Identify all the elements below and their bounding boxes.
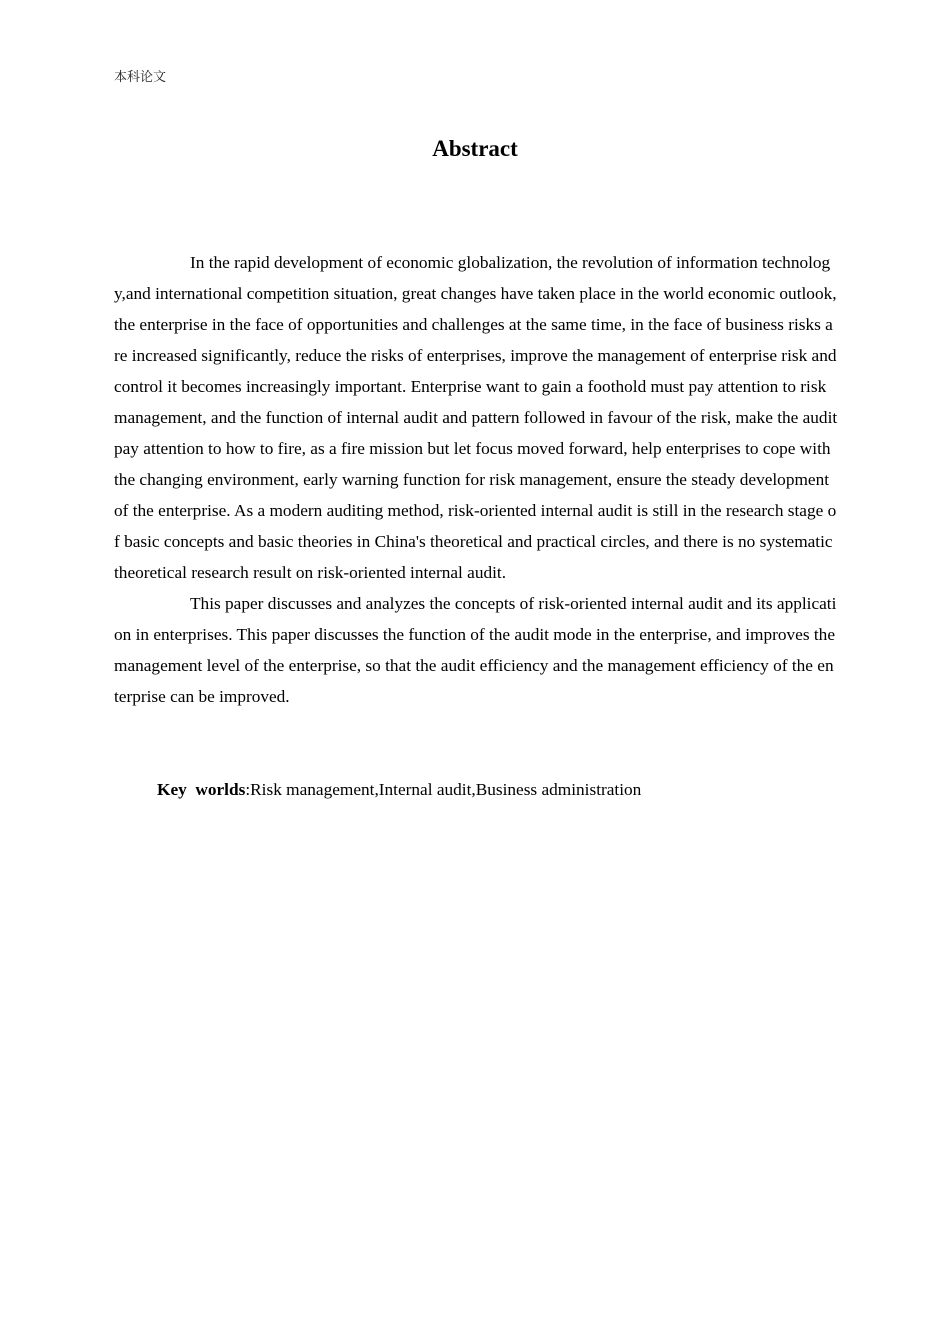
abstract-title: Abstract: [432, 136, 518, 161]
keywords-line: [157, 774, 641, 805]
abstract-paragraph-1: In the rapid development of economic globalization, the revolution of information technology,and international competition situation, great changes have taken place in the world economic outlook, the enterprise in the face of opportunities and challenges at the same time, in the face of business risks are increased significantly, reduce the risks of enterprises, improve the management of enterprise risk and control it becomes increasingly important. Enterprise want to gain a foothold must pay attention to risk management, and the function of internal audit and pattern followed in favour of the risk, make the audit pay attention to how to fire, as a fire mission but let focus moved forward, help enterprises to cope with the changing environment, early warning function for risk management, ensure the steady development of the enterprise. As a modern auditing method, risk-oriented internal audit is still in the research stage of basic concepts and basic theories in China's theoretical and practical circles, and there is no systematic theoretical research result on risk-oriented internal audit.: [114, 253, 838, 582]
keywords-label: Key worlds: [157, 780, 246, 799]
keywords-value: Risk management,Internal audit,Business administration: [250, 780, 642, 799]
abstract-body: [114, 247, 838, 712]
abstract-paragraph-2: This paper discusses and analyzes the concepts of risk-oriented internal audit and its application in enterprises. This paper discusses the function of the audit mode in the enterprise, and improves the management level of the enterprise, so that the audit efficiency and the management efficiency of the enterprise can be improved.: [114, 594, 837, 706]
keywords-separator: :: [245, 780, 251, 799]
running-header: 本科论文: [114, 70, 167, 85]
